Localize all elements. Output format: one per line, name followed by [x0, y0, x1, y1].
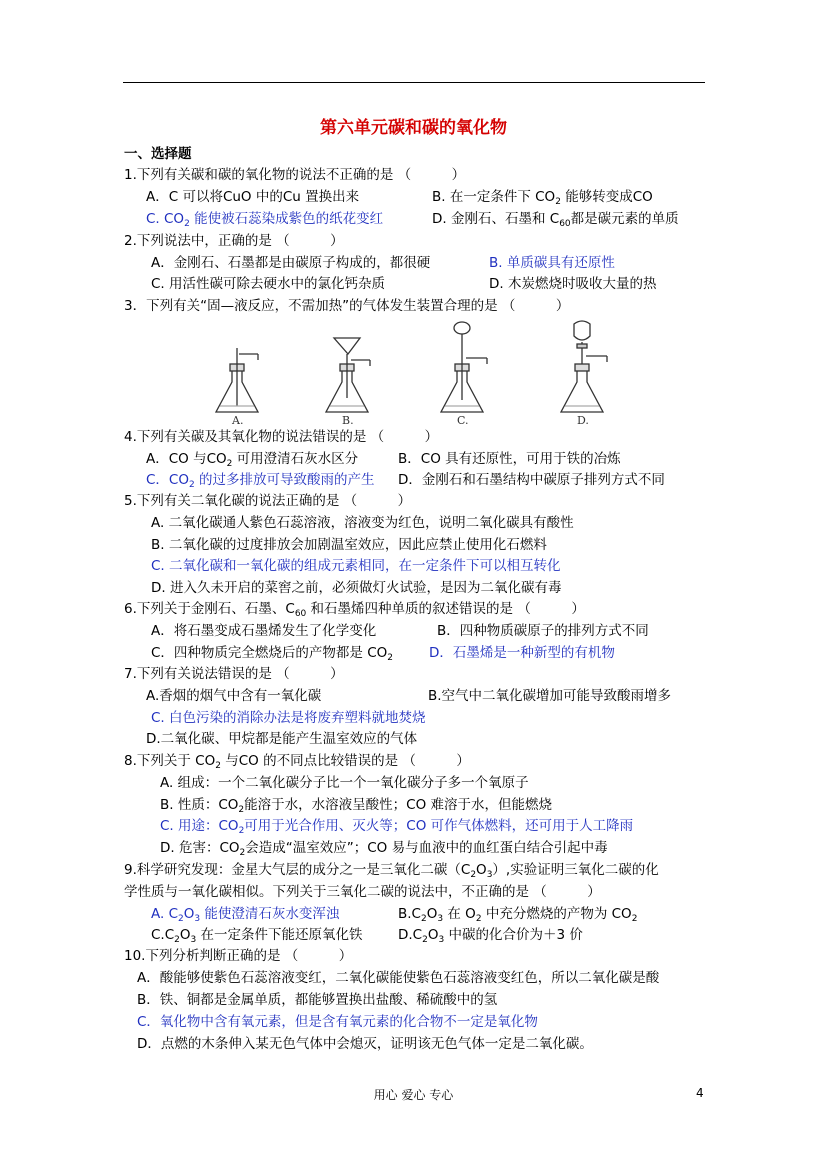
q6-option-b: B．四种物质碳原子的排列方式不同 — [437, 623, 649, 639]
apparatus-c — [441, 322, 487, 412]
q5-stem: 5.下列有关二氧化碳的说法正确的是 （ ） — [124, 493, 412, 509]
q10-option-d: D．点燃的木条伸入某无色气体中会熄灭，证明该无色气体一定是二氧化碳。 — [137, 1036, 593, 1052]
q2-option-a: A．金刚石、石墨都是由碳原子构成的，都很硬 — [151, 255, 431, 271]
apparatus-d — [561, 321, 607, 412]
q1-option-b: B. 在一定条件下 $CO_2$ 能够转变成CO — [432, 189, 653, 207]
q10-option-b: B．铁、铜都是金属单质，都能够置换出盐酸、稀硫酸中的氢 — [137, 992, 498, 1008]
q5-option-b: B. 二氧化碳的过度排放会加剧温室效应，因此应禁止使用化石燃料 — [151, 537, 547, 553]
q9-option-d: $D.C_2O_3$ 中碳的化合价为＋3 价 — [398, 927, 583, 945]
apparatus-a — [216, 348, 258, 412]
page-footer: 用心 爱心 专心 — [373, 1088, 454, 1102]
gas-generator-apparatus-figure — [210, 318, 630, 426]
q7-option-b: B.空气中二氧化碳增加可能导致酸雨增多 — [428, 688, 672, 704]
q1-stem: 1.下列有关碳和碳的氧化物的说法不正确的是 （ ） — [124, 167, 466, 183]
page-title: 第六单元碳和碳的氧化物 — [320, 118, 507, 138]
apparatus-label-d: D. — [577, 414, 589, 426]
apparatus-label-c: C. — [457, 414, 469, 426]
apparatus-label-a: A. — [232, 414, 244, 426]
q6-option-c: C．四种物质完全燃烧后的产物都是 $CO_2$ — [151, 645, 394, 663]
q5-option-d: D. 进入久未开启的菜窖之前，必须做灯火试验，是因为二氧化碳有毒 — [151, 580, 562, 596]
header-rule — [123, 82, 705, 83]
q9-option-a: A. $C_2O_3$ 能使澄清石灰水变浑浊 — [151, 906, 340, 924]
q10-option-c: C．氧化物中含有氧元素，但是含有氧元素的化合物不一定是氧化物 — [137, 1014, 538, 1030]
q7-option-c: C. 白色污染的消除办法是将废弃塑料就地焚烧 — [151, 710, 426, 726]
q2-option-b: B. 单质碳具有还原性 — [489, 255, 615, 271]
q3-stem: 3．下列有关“固—液反应，不需加热”的气体发生装置合理的是 （ ） — [124, 298, 570, 314]
q2-option-c: C. 用活性碳可除去硬水中的氯化钙杂质 — [151, 276, 386, 292]
q5-option-c: C. 二氧化碳和一氧化碳的组成元素相同，在一定条件下可以相互转化 — [151, 558, 561, 574]
q5-option-a: A. 二氧化碳通人紫色石蕊溶液，溶液变为红色，说明二氧化碳具有酸性 — [151, 515, 574, 531]
q6-stem: 6.下列关于金刚石、石墨、$C_{60}$ 和石墨烯四种单质的叙述错误的是 （ ） — [124, 601, 585, 619]
section-heading: 一、选择题 — [124, 146, 192, 162]
q4-option-c: C．$CO_2$ 的过多排放可导致酸雨的产生 — [146, 472, 375, 490]
q7-stem: 7.下列有关说法错误的是 （ ） — [124, 666, 344, 682]
q9-stem-line1: 9.科学研究发现：金星大气层的成分之一是三氧化二碳$(C_2O_3)$,实验证明三氧化二碳的化 — [124, 862, 659, 880]
apparatus-label-b: B. — [342, 414, 354, 426]
q6-option-a: A．将石墨变成石墨烯发生了化学变化 — [151, 623, 377, 639]
q1-option-a: A．C 可以将CuO 中的Cu 置换出来 — [146, 189, 360, 205]
q8-option-c: C. 用途：$CO_2$可用于光合作用、灭火等；CO 可作气体燃料，还可用于人工降雨 — [160, 818, 634, 836]
q8-option-b: B. 性质：$CO_2$能溶于水，水溶液呈酸性；CO 难溶于水，但能燃烧 — [160, 797, 552, 815]
q8-stem: 8.下列关于 $CO_2$ 与CO 的不同点比较错误的是 （ ） — [124, 753, 470, 771]
q10-stem: 10.下列分析判断正确的是 （ ） — [124, 948, 353, 964]
q9-stem-line2: 学性质与一氧化碳相似。下列关于三氧化二碳的说法中，不正确的是 （ ） — [124, 884, 601, 900]
q2-option-d: D. 木炭燃烧时吸收大量的热 — [489, 276, 657, 292]
q8-option-a: A. 组成：一个二氧化碳分子比一个一氧化碳分子多一个氧原子 — [160, 775, 529, 791]
q1-option-c: C. $CO_2$ 能使被石蕊染成紫色的纸花变红 — [146, 211, 384, 229]
q1-option-d: D. 金刚石、石墨和 $C_{60}$都是碳元素的单质 — [432, 211, 679, 229]
q8-option-d: D. 危害：$CO_2$会造成“温室效应”；CO 易与血液中的血红蛋白结合引起中毒 — [160, 840, 608, 858]
q7-option-d: D.二氧化碳、甲烷都是能产生温室效应的气体 — [146, 731, 418, 747]
q4-stem: 4.下列有关碳及其氧化物的说法错误的是 （ ） — [124, 429, 439, 445]
q6-option-d: D．石墨烯是一种新型的有机物 — [429, 645, 615, 661]
apparatus-b — [326, 338, 370, 412]
q10-option-a: A．酸能够使紫色石蕊溶液变红，二氧化碳能使紫色石蕊溶液变红色，所以二氧化碳是酸 — [137, 970, 660, 986]
q2-stem: 2.下列说法中，正确的是 （ ） — [124, 233, 344, 249]
q7-option-a: A.香烟的烟气中含有一氧化碳 — [146, 688, 322, 704]
page-number: 4 — [696, 1086, 704, 1100]
q4-option-d: D．金刚石和石墨结构中碳原子排列方式不同 — [398, 472, 665, 488]
q9-option-b: $B.C_2O_3$ 在 $O_2$ 中充分燃烧的产物为 $CO_2$ — [398, 906, 638, 924]
q4-option-b: B．CO 具有还原性，可用于铁的冶炼 — [398, 451, 621, 467]
q9-option-c: $C.C_2O_3$ 在一定条件下能还原氧化铁 — [151, 927, 363, 945]
q4-option-a: A．CO 与$CO_2$ 可用澄清石灰水区分 — [146, 451, 359, 469]
